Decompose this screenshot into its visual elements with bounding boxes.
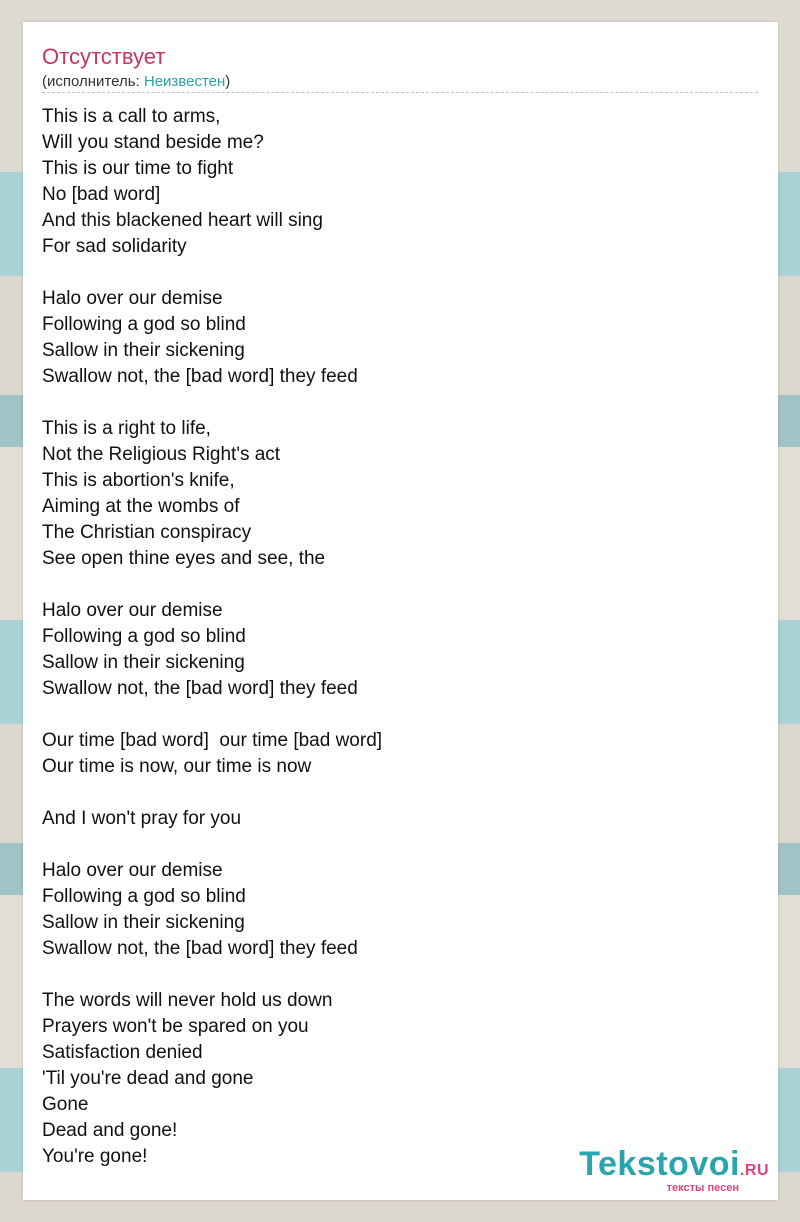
lyric-line: Our time is now, our time is now [42,756,312,777]
lyric-line: Following a god so blind [42,314,246,335]
lyric-line: Swallow not, the [bad word] they feed [42,938,358,959]
lyric-line: This is abortion's knife, [42,470,235,491]
lyric-line: Swallow not, the [bad word] they feed [42,366,358,387]
lyric-line: Sallow in their sickening [42,340,245,361]
lyric-line: This is a right to life, [42,418,211,439]
lyric-line: The Christian conspiracy [42,522,252,543]
lyric-line: You're gone! [42,1146,148,1167]
lyric-line: Following a god so blind [42,886,246,907]
lyric-line: Not the Religious Right's act [42,444,281,465]
lyric-line: Our time [bad word] our time [bad word] [42,730,383,751]
lyric-line: And I won't pray for you [42,808,242,829]
lyric-line: No [bad word] [42,184,161,205]
dashed-divider [42,92,758,93]
artist-link[interactable]: Неизвестен [143,73,226,90]
logo-domain: .RU [739,1162,769,1179]
stanza-break [42,702,382,728]
lyric-line: Gone [42,1094,89,1115]
lyric-line: This is a call to arms, [42,106,221,127]
logo-tagline: тексты песен [666,1182,739,1194]
lyric-line: See open thine eyes and see, the [42,548,326,569]
lyric-line: Halo over our demise [42,860,223,881]
stanza-break [42,572,382,598]
lyric-line: The words will never hold us down [42,990,333,1011]
lyric-line: And this blackened heart will sing [42,210,323,231]
lyric-line: Sallow in their sickening [42,652,245,673]
lyric-line: Halo over our demise [42,288,223,309]
stanza-break [42,832,382,858]
song-title: Отсутствует [42,44,166,69]
lyric-line: Swallow not, the [bad word] they feed [42,678,358,699]
stanza-break [42,962,382,988]
lyric-line: This is our time to fight [42,158,234,179]
stanza-break [42,390,382,416]
logo-main-text: Tekstovoi [579,1145,740,1183]
lyric-line: Prayers won't be spared on you [42,1016,309,1037]
lyric-line: Halo over our demise [42,600,223,621]
lyric-line: Satisfaction denied [42,1042,203,1063]
lyric-line: Aiming at the wombs of [42,496,240,517]
artist-prefix: (исполнитель: [42,73,144,90]
lyric-line: Will you stand beside me? [42,132,264,153]
artist-line [42,73,230,90]
lyric-line: 'Til you're dead and gone [42,1068,254,1089]
lyric-line: Dead and gone! [42,1120,178,1141]
lyrics-card [23,22,778,1200]
artist-suffix: ) [225,73,231,90]
lyric-line: Sallow in their sickening [42,912,245,933]
site-logo[interactable] [579,1147,769,1194]
lyrics-text [42,104,382,1170]
stanza-break [42,260,382,286]
stanza-break [42,780,382,806]
lyric-line: For sad solidarity [42,236,187,257]
lyric-line: Following a god so blind [42,626,246,647]
